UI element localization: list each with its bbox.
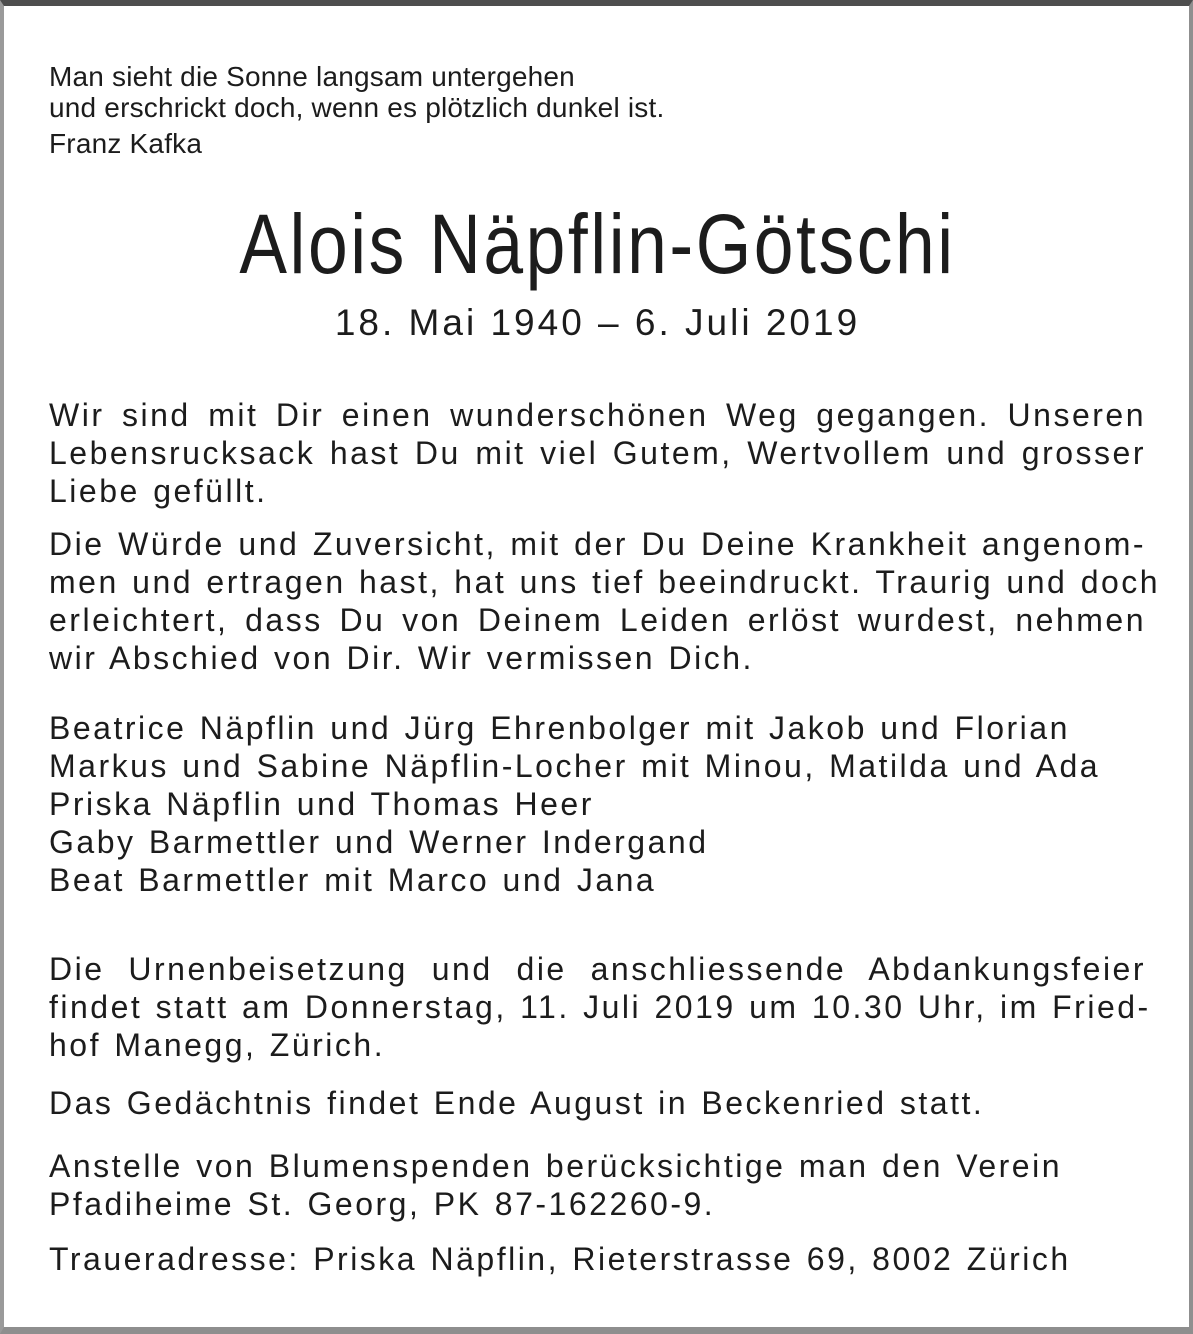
text-line: Das Gedächtnis findet Ende August in Beckenried statt. bbox=[49, 1085, 985, 1121]
title-row bbox=[49, 197, 1146, 291]
eulogy-paragraph-2 bbox=[49, 525, 1161, 677]
text-line: findet statt am Donnerstag, 11. Juli 2019 um 10.30 Uhr, im Fried- bbox=[49, 989, 1151, 1025]
text-line: erleichtert, dass Du von Deinem Leiden erlöst wurdest, nehmen bbox=[49, 602, 1146, 638]
text-line: Pfadiheime St. Georg, PK 87-162260-9. bbox=[49, 1186, 716, 1222]
text-line: Liebe gefüllt. bbox=[49, 473, 268, 509]
funeral-details bbox=[49, 950, 1151, 1064]
text-line: men und ertragen hast, hat uns tief beeindruckt. Traurig und doch bbox=[49, 564, 1161, 600]
text-line: hof Manegg, Zürich. bbox=[49, 1027, 386, 1063]
quote-line: und erschrickt doch, wenn es plötzlich dunkel ist. bbox=[49, 92, 665, 123]
text-line: Lebensrucksack hast Du mit viel Gutem, Wertvollem und grosser bbox=[49, 435, 1146, 471]
mourning-address bbox=[49, 1240, 1146, 1278]
memorial-note bbox=[49, 1084, 1146, 1122]
kafka-quote bbox=[49, 61, 1146, 159]
deceased-name: Alois Näpflin-Götschi bbox=[239, 197, 956, 291]
family-line: Priska Näpflin und Thomas Heer bbox=[49, 786, 594, 822]
eulogy-paragraph-1 bbox=[49, 396, 1146, 510]
text-line: Anstelle von Blumenspenden berücksichtige man den Verein bbox=[49, 1148, 1062, 1184]
family-names bbox=[49, 709, 1146, 899]
quote-line: Man sieht die Sonne langsam untergehen bbox=[49, 61, 575, 92]
text-line: Traueradresse: Priska Näpflin, Rieterstrasse 69, 8002 Zürich bbox=[49, 1241, 1071, 1277]
obituary-content bbox=[4, 61, 1189, 1278]
family-line: Beat Barmettler mit Marco und Jana bbox=[49, 862, 657, 898]
text-line: Die Würde und Zuversicht, mit der Du Deine Krankheit angenom- bbox=[49, 526, 1146, 562]
text-line: wir Abschied von Dir. Wir vermissen Dich. bbox=[49, 640, 754, 676]
family-line: Gaby Barmettler und Werner Indergand bbox=[49, 824, 709, 860]
quote-attribution: Franz Kafka bbox=[49, 128, 203, 159]
family-line: Markus und Sabine Näpflin-Locher mit Minou, Matilda und Ada bbox=[49, 748, 1101, 784]
text-line: Die Urnenbeisetzung und die anschliessende Abdankungsfeier bbox=[49, 951, 1146, 987]
text-line: Wir sind mit Dir einen wunderschönen Weg gegangen. Unseren bbox=[49, 397, 1146, 433]
life-dates: 18. Mai 1940 – 6. Juli 2019 bbox=[334, 302, 861, 343]
donation-note bbox=[49, 1147, 1146, 1223]
family-line: Beatrice Näpflin und Jürg Ehrenbolger mit Jakob und Florian bbox=[49, 710, 1070, 746]
